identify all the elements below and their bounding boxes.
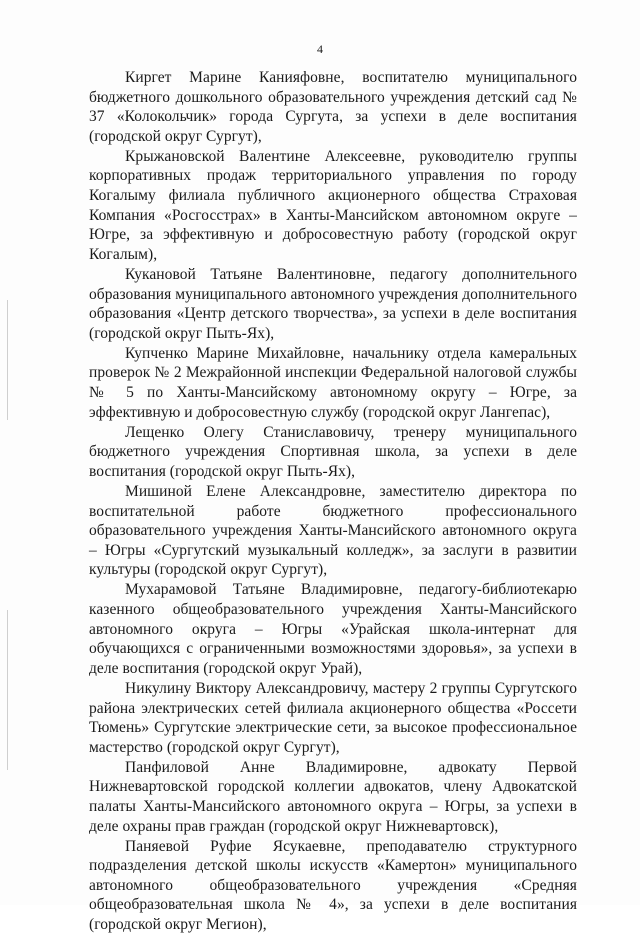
scan-edge-mark: [7, 610, 8, 770]
list-item: Купченко Марине Михайловне, начальнику отдела камеральных проверок № 2 Межрайонной инспекции Федеральной налоговой службы № 5 по Ханты-Мансийскому автономному округу – Югре, за эффективную и добросовестную службу (городской округ Лангепас),: [89, 344, 577, 421]
list-item: Паняевой Руфие Ясукаевне, преподавателю структурного подразделения детской школы искусств «Камертон» муниципального автономного общеобразовательного учреждения «Средняя общеобразовательная школа № 4», за успехи в деле воспитания (городской округ Мегион),: [89, 837, 577, 934]
page-number: 4: [317, 42, 323, 56]
list-item: Кукановой Татьяне Валентиновне, педагогу дополнительного образования муниципального автономного учреждения дополнительного образования «Центр детского творчества», за успехи в деле воспитания (городской округ Пыть-Ях),: [89, 265, 577, 342]
list-item: Киргет Марине Канияфовне, воспитателю муниципального бюджетного дошкольного образовательного учреждения детский сад № 37 «Колокольчик» города Сургута, за успехи в деле воспитания (городской округ Сургут),: [89, 69, 577, 145]
list-item: Лещенко Олегу Станиславовичу, тренеру муниципального бюджетного учреждения Спортивная школа, за успехи в деле воспитания (городской округ Пыть-Ях),: [89, 423, 577, 480]
list-item: Никулину Виктору Александровичу, мастеру 2 группы Сургутского района электрических сетей филиала акционерного общества «Россети Тюмень» Сургутские электрические сети, за высокое профессиональное мастерство (городской округ Сургут),: [89, 679, 577, 756]
document-body: [89, 68, 577, 935]
list-item: Мухарамовой Татьяне Владимировне, педагогу-библиотекарю казенного общеобразовательного учреждения Ханты-Мансийского автономного округа – Югры «Урайская школа-интернат для обучающихся с ограниченными возможностями здоровья», за успехи в деле воспитания (городской округ Урай),: [89, 581, 577, 677]
list-item: Крыжановской Валентине Алексеевне, руководителю группы корпоративных продаж территориального управления по городу Когалыму филиала публичного акционерного общества Страховая Компания «Росгосстрах» в Ханты-Мансийском автономном округе – Югре, за эффективную и добросовестную работу (городской округ Когалым),: [89, 147, 577, 263]
scan-edge-mark: [7, 300, 8, 420]
list-item: Мишиной Елене Александровне, заместителю директора по воспитательной работе бюджетного профессионального образовательного учреждения Ханты-Мансийского автономного округа – Югры «Сургутский музыкальный колледж», за заслуги в развитии культуры (городской округ Сургут),: [89, 482, 577, 579]
list-item: Панфиловой Анне Владимировне, адвокату Первой Нижневартовской городской коллегии адвокатов, члену Адвокатской палаты Ханты-Мансийского автономного округа – Югры, за успехи в деле охраны прав граждан (городской округ Нижневартовск),: [89, 758, 577, 835]
